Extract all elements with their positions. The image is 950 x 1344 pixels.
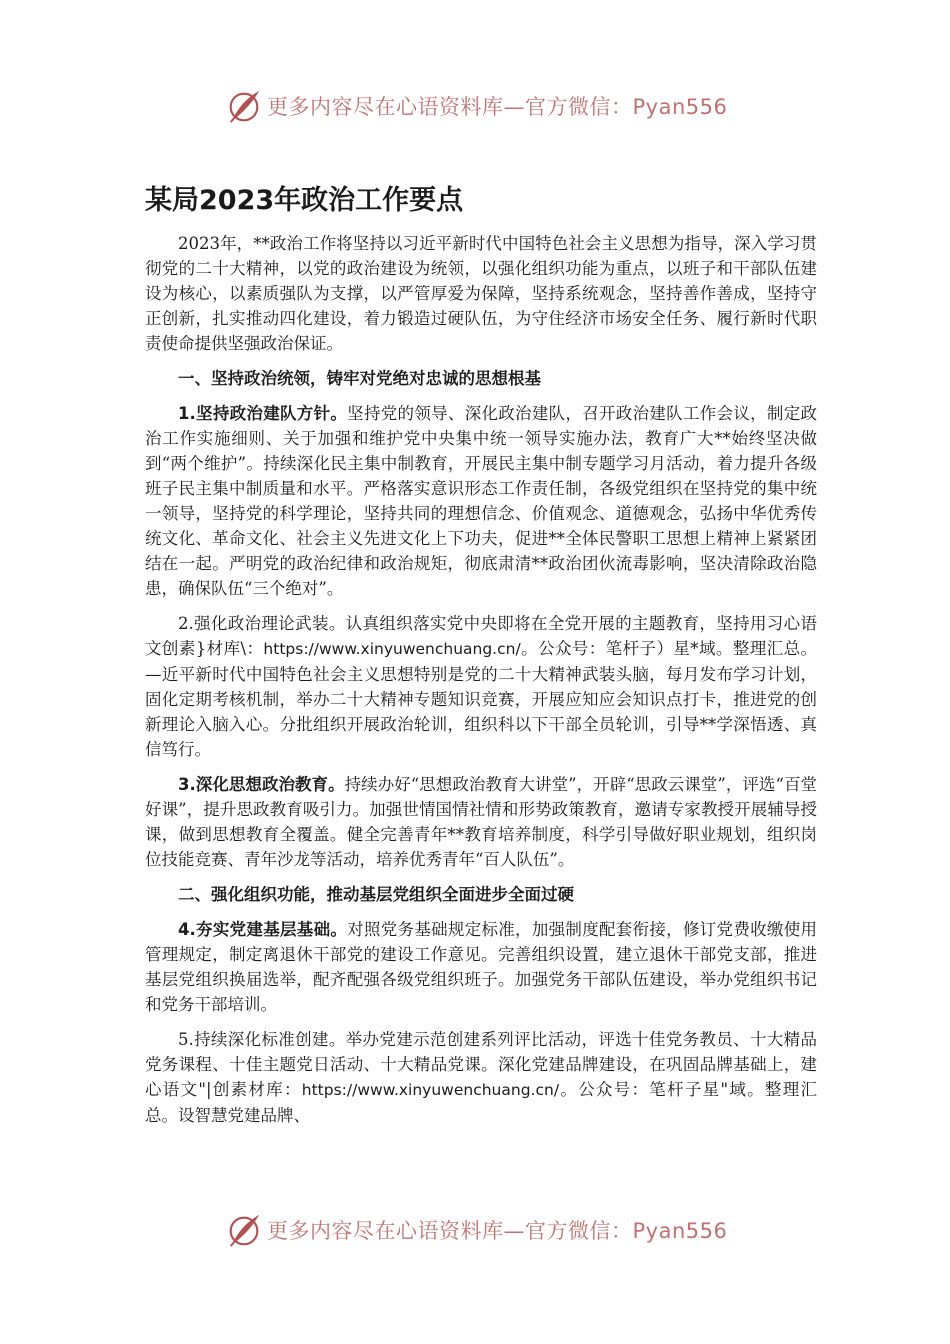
item-5-url: https://www.xinyuwenchuang.cn/ [301,1081,560,1099]
section-1-heading: 一、坚持政治统领，铸牢对党绝对忠诚的思想根基 [178,369,541,388]
item-3-paragraph [145,772,817,872]
item-1-body: 坚持党的领导、深化政治建队，召开政治建队工作会议，制定政治工作实施细则、关于加强和维护党中央集中统一领导实施办法，教育广大**始终坚决做到“两个维护”。持续深化民主集中制教育，开展民主集中制专题学习月活动，着力提升各级班子民主集中制质量和水平。严格落实意识形态工作责任制，各级党组织在坚持党的集中统一领导，坚持党的科学理论，坚持共同的理想信念、价值观念、道德观念，弘扬中华优秀传统文化、革命文化、社会主义先进文化上下功夫，促进**全体民警职工思想上精神上紧紧团结在一起。严明党的政治纪律和政治规矩，彻底肃清**政治团伙流毒影响，坚决清除政治隐患，确保队伍“三个绝对”。 [145,404,818,598]
item-4-paragraph [145,917,817,1017]
item-1-paragraph [145,401,817,601]
item-2-text-part-1: 2.强化政治理论武装。认真组织落实党中央即将在全党开展的主题教育，坚持用习心语文创素}材库\： [145,614,817,658]
item-4-lead: 4.夯实党建基层基础。 [178,920,348,939]
document-title: 某局2023年政治工作要点 [145,185,464,216]
feather-quill-logo-icon [225,1211,263,1249]
item-5-paragraph [145,1027,817,1128]
item-2-paragraph [145,611,817,762]
item-2-url: https://www.xinyuwenchuang.cn/ [263,640,521,658]
item-4-body: 对照党务基础规定标准，加强制度配套衔接，修订党费收缴使用管理规定，制定离退休干部党的建设工作意见。完善组织设置，建立退休干部党支部，推进基层党组织换届选举，配齐配强各级党组织班子。加强党务干部队伍建设，举办党组织书记和党务干部培训。 [145,920,818,1014]
section-2-heading: 二、强化组织功能，推动基层党组织全面进步全面过硬 [178,885,574,904]
feather-quill-logo-icon [225,87,263,125]
item-3-lead: 3.深化思想政治教育。 [178,775,345,794]
item-5-text-part-1: 5.持续深化标准创建。举办党建示范创建系列评比活动，评选十佳党务教员、十大精品党务课程、十佳主题党日活动、十大精品党课。深化党建品牌建设，在巩固品牌基础上，建心语文"|创素材库： [145,1030,817,1099]
document-body [145,231,817,1138]
item-1-lead: 1.坚持政治建队方针。 [178,404,348,423]
intro-paragraph: 2023年，**政治工作将坚持以习近平新时代中国特色社会主义思想为指导，深入学习贯彻党的二十大精神，以党的政治建设为统领，以强化组织功能为重点，以班子和干部队伍建设为核心，以素质强队为支撑，以严管厚爱为保障，坚持系统观念，坚持善作善成，坚持守正创新，扎实推动四化建设，着力锻造过硬队伍，为守住经济市场安全任务、履行新时代职责使命提供坚强政治保证。 [145,234,817,353]
banner-text: 更多内容尽在心语资料库—官方微信：Pyan556 [267,1219,728,1243]
item-3-body: 持续办好“思想政治教育大讲堂”，开辟“思政云课堂”，评选“百堂好课”，提升思政教育吸引力。加强世情国情社情和形势政策教育，邀请专家教授开展辅导授课，做到思想教育全覆盖。健全完善青年**教育培养制度，科学引导做好职业规划，组织岗位技能竞赛、青年沙龙等活动，培养优秀青年“百人队伍”。 [145,775,817,869]
banner-text: 更多内容尽在心语资料库—官方微信：Pyan556 [267,95,728,119]
item-5-text-part-2: 。公众号：笔杆子星"域。整理汇总。设智慧党建品牌、 [145,1080,818,1125]
item-2-text-part-2: 。公众号：笔杆子）星*域。整理汇总。—近平新时代中国特色社会主义思想特别是党的二十大精神武装头脑，每月发布学习计划，固化定期考核机制，举办二十大精神专题知识竞赛，开展应知应会知识点打卡，推进党的创新理论入脑入心。分批组织开展政治轮训，组织科以下干部全员轮训，引导**学深悟透、真信笃行。 [145,639,817,759]
top-banner [225,86,727,126]
bottom-banner [225,1210,727,1250]
